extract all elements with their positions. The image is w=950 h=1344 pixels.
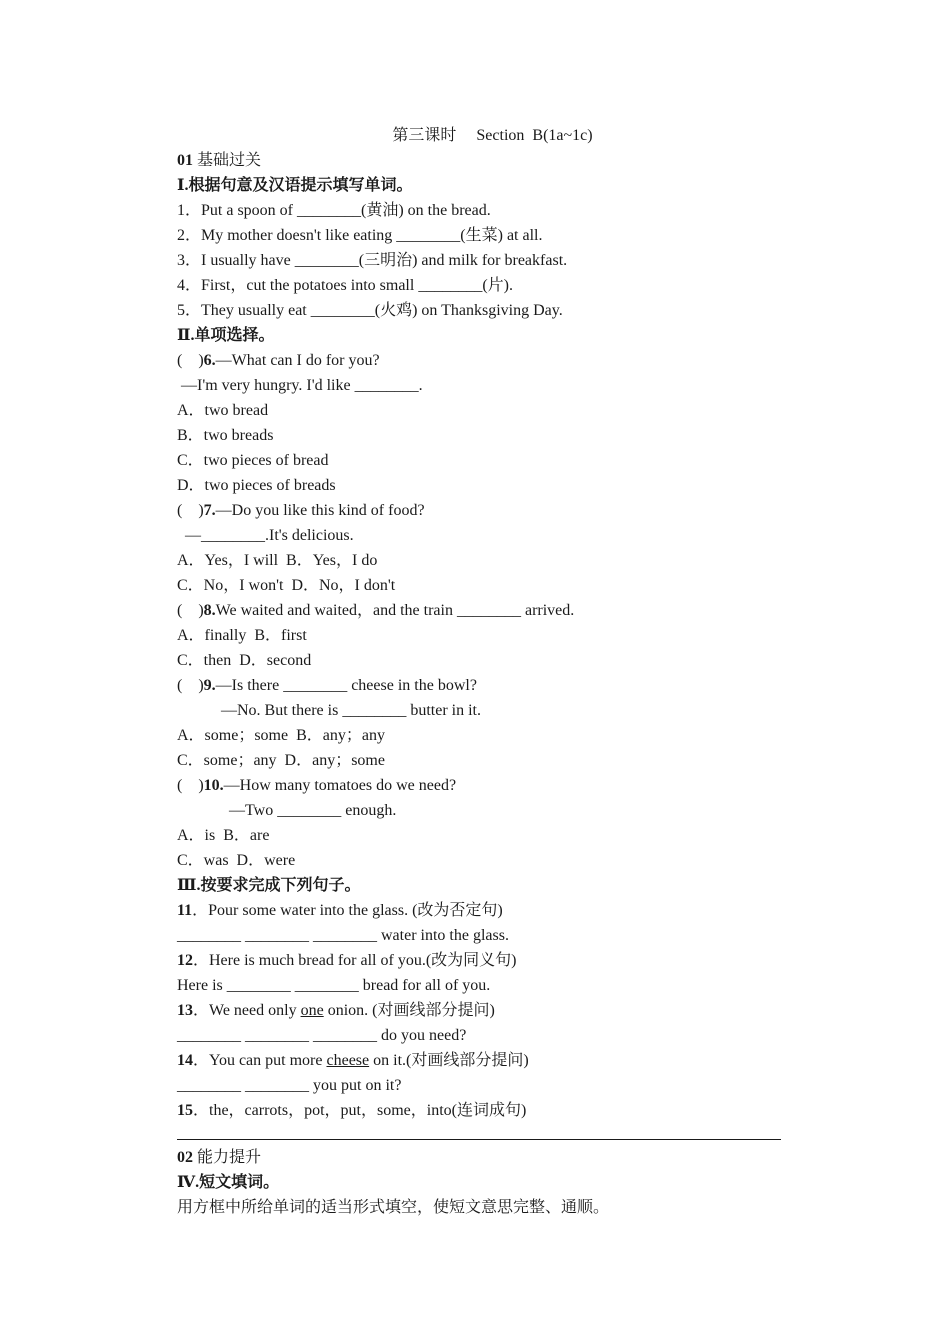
question-4: 4．First，cut the potatoes into small ________(片). bbox=[177, 277, 513, 294]
question-number: 8. bbox=[203, 602, 216, 619]
question-text: ．Here is much bread for all of you.(改为同义句) bbox=[193, 952, 517, 969]
question-text: —What can I do for you? bbox=[215, 352, 380, 369]
question-text: ．the，carrots，pot，put，some，into(连词成句) bbox=[193, 1102, 527, 1119]
question-6-reply: —I'm very hungry. I'd like ________. bbox=[177, 377, 423, 394]
section3-heading: Ⅲ.按要求完成下列句子。 bbox=[177, 877, 361, 894]
question-text: —How many tomatoes do we need? bbox=[223, 777, 457, 794]
question-12-answer: Here is ________ ________ bread for all of you. bbox=[177, 977, 491, 994]
question-number: 10. bbox=[203, 777, 224, 794]
question-6 bbox=[177, 351, 380, 371]
question-9-reply: —No. But there is ________ butter in it. bbox=[177, 702, 481, 719]
question-number: 13 bbox=[177, 1002, 193, 1019]
option-6d: D．two pieces of breads bbox=[177, 477, 336, 494]
part2-number: 02 bbox=[177, 1149, 193, 1166]
question-12 bbox=[177, 951, 516, 971]
option-6c: C．two pieces of bread bbox=[177, 452, 329, 469]
question-11-answer: ________ ________ ________ water into the glass. bbox=[177, 927, 509, 944]
question-number: 12 bbox=[177, 952, 193, 969]
options-10ab: A．is B．are bbox=[177, 827, 270, 844]
options-8cd: C．then D．second bbox=[177, 652, 312, 669]
question-15 bbox=[177, 1101, 526, 1121]
question-11 bbox=[177, 901, 503, 921]
answer-paren: ( ) bbox=[177, 602, 204, 619]
question-7 bbox=[177, 501, 425, 521]
question-text: —Is there ________ cheese in the bowl? bbox=[215, 677, 477, 694]
question-8 bbox=[177, 601, 574, 621]
question-number: 6. bbox=[203, 352, 216, 369]
part2-label: 能力提升 bbox=[193, 1149, 262, 1166]
section4-heading: Ⅳ.短文填词。 bbox=[177, 1174, 280, 1191]
question-text: —Do you like this kind of food? bbox=[215, 502, 425, 519]
question-1: 1．Put a spoon of ________(黄油) on the bread. bbox=[177, 202, 491, 219]
question-10 bbox=[177, 776, 456, 796]
part1-number: 01 bbox=[177, 152, 193, 169]
question-2: 2．My mother doesn't like eating ________(生菜) at all. bbox=[177, 227, 543, 244]
question-number: 7. bbox=[203, 502, 216, 519]
question-14-answer: ________ ________ you put on it? bbox=[177, 1077, 402, 1094]
section1-heading: Ⅰ.根据句意及汉语提示填写单词。 bbox=[177, 177, 413, 194]
answer-paren: ( ) bbox=[177, 777, 204, 794]
question-10-reply: —Two ________ enough. bbox=[177, 802, 397, 819]
question-text: ．Pour some water into the glass. (改为否定句) bbox=[192, 902, 503, 919]
question-5: 5．They usually eat ________(火鸡) on Thanksgiving Day. bbox=[177, 302, 563, 319]
question-text-post: onion. (对画线部分提问) bbox=[323, 1002, 495, 1019]
question-text-pre: ．You can put more bbox=[193, 1052, 327, 1069]
answer-paren: ( ) bbox=[177, 677, 204, 694]
underlined-word: one bbox=[300, 1002, 324, 1019]
underlined-word: cheese bbox=[326, 1052, 370, 1069]
option-6a: A．two bread bbox=[177, 402, 269, 419]
section2-heading: Ⅱ.单项选择。 bbox=[177, 327, 275, 344]
answer-paren: ( ) bbox=[177, 352, 204, 369]
question-9 bbox=[177, 676, 477, 696]
options-7ab: A．Yes，I will B．Yes，I do bbox=[177, 552, 378, 569]
page-title: 第三课时 Section B(1a~1c) bbox=[392, 127, 593, 144]
question-13-answer: ________ ________ ________ do you need? bbox=[177, 1027, 467, 1044]
question-text: We waited and waited，and the train ________ arrived. bbox=[215, 602, 575, 619]
section4-instruction: 用方框中所给单词的适当形式填空，使短文意思完整、通顺。 bbox=[177, 1199, 610, 1216]
question-number: 14 bbox=[177, 1052, 193, 1069]
question-14 bbox=[177, 1051, 529, 1071]
answer-line bbox=[177, 1139, 781, 1140]
options-7cd: C．No，I won't D．No，I don't bbox=[177, 577, 396, 594]
question-text-pre: ．We need only bbox=[193, 1002, 301, 1019]
question-text-post: on it.(对画线部分提问) bbox=[369, 1052, 529, 1069]
part1-label: 基础过关 bbox=[193, 152, 262, 169]
question-number: 11 bbox=[177, 902, 193, 919]
question-7-reply: —________.It's delicious. bbox=[177, 527, 354, 544]
options-10cd: C．was D．were bbox=[177, 852, 296, 869]
options-8ab: A．finally B．first bbox=[177, 627, 307, 644]
question-13 bbox=[177, 1001, 495, 1021]
part1-heading bbox=[177, 151, 261, 171]
question-number: 15 bbox=[177, 1102, 193, 1119]
part2-heading bbox=[177, 1148, 261, 1168]
options-9cd: C．some；any D．any；some bbox=[177, 752, 385, 769]
options-9ab: A．some；some B．any；any bbox=[177, 727, 385, 744]
question-number: 9. bbox=[203, 677, 216, 694]
question-3: 3．I usually have ________(三明治) and milk for breakfast. bbox=[177, 252, 568, 269]
option-6b: B．two breads bbox=[177, 427, 274, 444]
answer-paren: ( ) bbox=[177, 502, 204, 519]
